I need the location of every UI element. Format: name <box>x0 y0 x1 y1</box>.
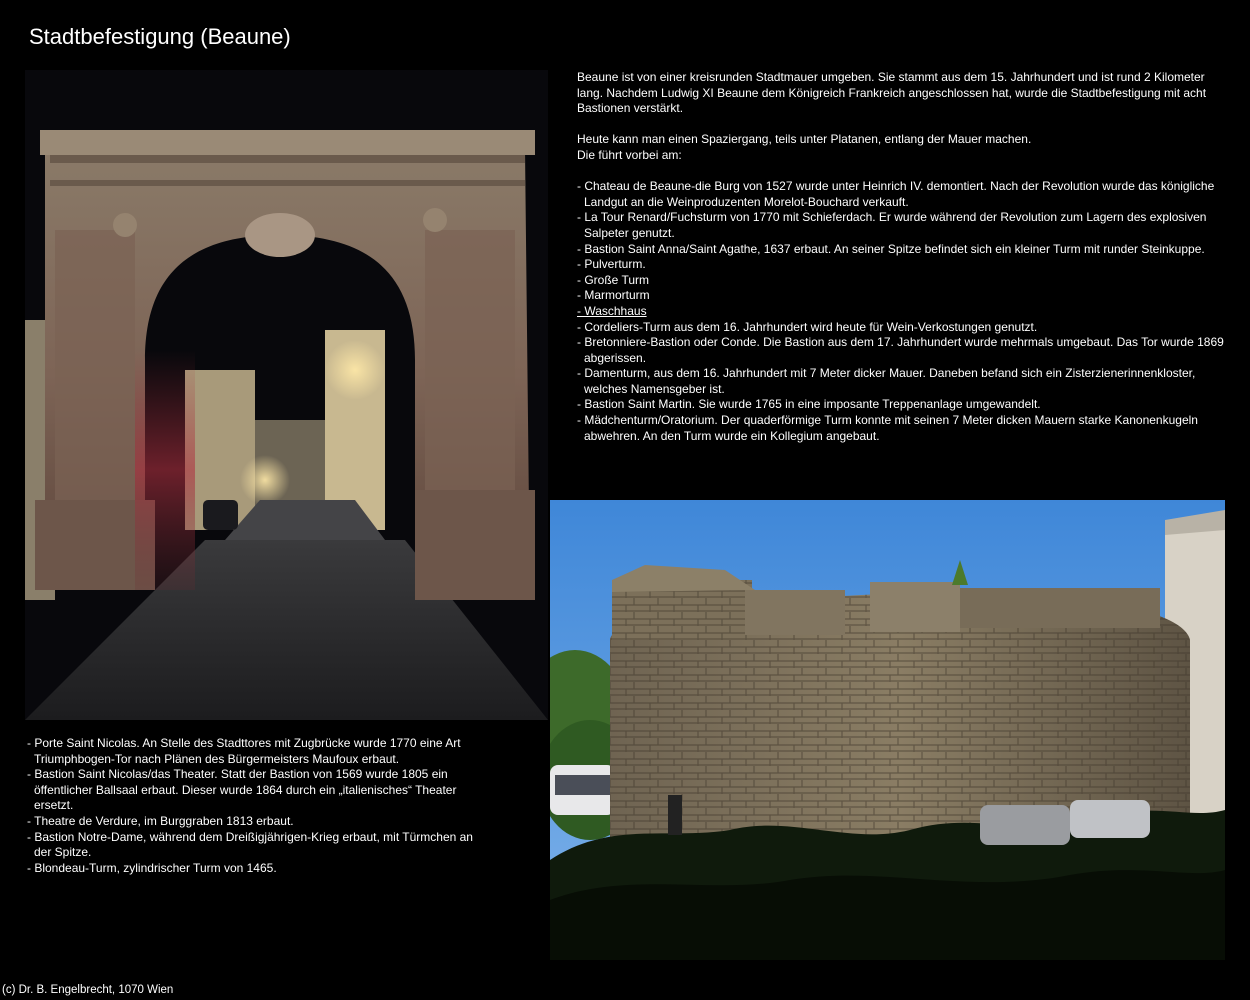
page-title: Stadtbefestigung (Beaune) <box>29 24 291 49</box>
list-item: - La Tour Renard/Fuchsturm von 1770 mit Schieferdach. Er wurde während der Revolution zum Lagern des explosiven Salpeter genutzt. <box>577 210 1207 240</box>
porte-list <box>27 736 477 876</box>
intro-paragraph-2-line-2: Die führt vorbei am: <box>577 147 682 162</box>
list-item: - Große Turm <box>577 272 650 287</box>
list-item: - Pulverturm. <box>577 257 646 272</box>
list-item: - Porte Saint Nicolas. An Stelle des Stadttores mit Zugbrücke wurde 1770 eine Art Triumphbogen-Tor nach Plänen des Bürgermeisters Maufoux erbaut. <box>27 736 461 766</box>
list-item: - Cordeliers-Turm aus dem 16. Jahrhundert wird heute für Wein-Verkostungen genutzt. <box>577 319 1038 334</box>
fortification-list <box>577 179 1227 444</box>
list-item: - Bastion Saint Martin. Sie wurde 1765 in eine imposante Treppenanlage umgewandelt. <box>577 397 1041 412</box>
list-item: - Bastion Saint Nicolas/das Theater. Statt der Bastion von 1569 wurde 1805 ein öffentlicher Ballsaal erbaut. Dieser wurde 1864 durch ein „italienisches“ Theater ersetzt. <box>27 767 457 813</box>
intro-paragraph-1: Beaune ist von einer kreisrunden Stadtmauer umgeben. Sie stammt aus dem 15. Jahrhundert und ist rund 2 Kilometer lang. Nachdem Ludwig XI Beaune dem Königreich Frankreich angeschlossen hat, wurde die Stadtbefestigung mit acht Bastionen verstärkt. <box>577 70 1207 116</box>
list-item: - Chateau de Beaune-die Burg von 1527 wurde unter Heinrich IV. demontiert. Nach der Revolution wurde das königliche Landgut an die Weinproduzenten Morelot-Bouchard verkauft. <box>577 179 1215 209</box>
tower-photo <box>550 500 1225 960</box>
porte-items <box>27 736 477 876</box>
list-item: - Marmorturm <box>577 288 650 303</box>
intro-text <box>577 70 1227 444</box>
list-item: - Mädchenturm/Oratorium. Der quaderförmige Turm konnte mit seinen 7 Meter dicken Mauern starke Kanonenkugeln abwehren. An den Turm wurde ein Kollegium angebaut. <box>577 413 1198 443</box>
list-item: - Bastion Notre-Dame, während dem Dreißigjährigen-Krieg erbaut, mit Türmchen an der Spitze. <box>27 829 473 860</box>
porte-saint-nicolas-photo <box>25 70 548 720</box>
list-item: - Blondeau-Turm, zylindrischer Turm von 1465. <box>27 860 277 875</box>
list-item: - Bretonniere-Bastion oder Conde. Die Bastion aus dem 17. Jahrhundert wurde mehrmals umgebaut. Das Tor wurde 1869 abgerissen. <box>577 335 1224 365</box>
intro-paragraph-2-line-1: Heute kann man einen Spaziergang, teils unter Platanen, entlang der Mauer machen. <box>577 132 1032 147</box>
waschhaus-link[interactable]: - Waschhaus <box>577 303 647 318</box>
list-item: - Theatre de Verdure, im Burggraben 1813 erbaut. <box>27 813 294 828</box>
list-item: - Damenturm, aus dem 16. Jahrhundert mit 7 Meter dicker Mauer. Daneben befand sich ein Zisterzienerinnenkloster, welches Namensgeber ist. <box>577 366 1196 396</box>
copyright-footer: (c) Dr. B. Engelbrecht, 1070 Wien <box>2 984 174 996</box>
list-item: - Bastion Saint Anna/Saint Agathe, 1637 erbaut. An seiner Spitze befindet sich ein kleiner Turm mit runder Steinkuppe. <box>577 241 1205 256</box>
